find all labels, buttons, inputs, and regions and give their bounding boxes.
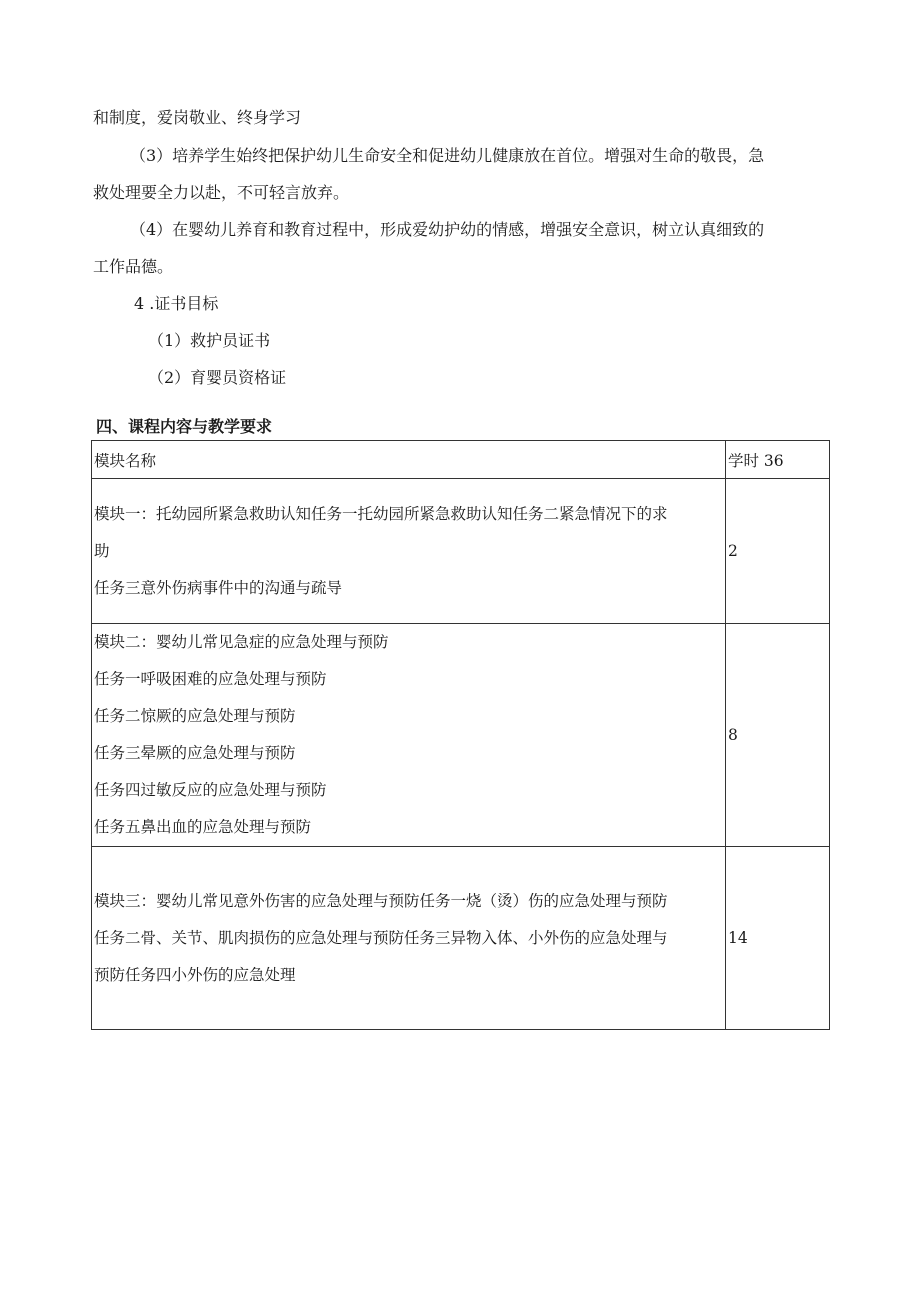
module-line: 助 <box>94 541 110 560</box>
hours-header: 学时 36 <box>726 441 830 479</box>
module-line: 任务二惊厥的应急处理与预防 <box>94 707 296 725</box>
module-cell <box>92 479 726 624</box>
module-line: 模块一：托幼园所紧急救助认知任务一托幼园所紧急救助认知任务二紧急情况下的求 <box>94 504 668 523</box>
paragraph-continuation: 和制度，爱岗敬业、终身学习 <box>93 108 302 127</box>
module-name-header: 模块名称 <box>92 441 726 479</box>
objective-4-line-2: 工作品德。 <box>93 257 174 276</box>
module-lines <box>94 883 723 994</box>
table-row <box>92 847 830 1030</box>
module-cell <box>92 847 726 1030</box>
objective-4-line-1: （4）在婴幼儿养育和教育过程中，形成爱幼护幼的情感，增强安全意识，树立认真细致的 <box>130 220 765 239</box>
hours-cell: 2 <box>726 479 830 624</box>
module-line: 任务四过敏反应的应急处理与预防 <box>94 781 327 799</box>
module-lines <box>94 496 723 607</box>
table-row <box>92 624 830 847</box>
module-line: 任务五鼻出血的应急处理与预防 <box>94 818 312 836</box>
hours-cell: 14 <box>726 847 830 1030</box>
certificate-goals-heading: 4 .证书目标 <box>134 294 219 313</box>
module-lines <box>94 624 723 846</box>
module-line: 预防任务四小外伤的应急处理 <box>94 965 296 984</box>
module-line: 模块三：婴幼儿常见意外伤害的应急处理与预防任务一烧（烫）伤的应急处理与预防 <box>94 891 668 910</box>
objective-3-line-2: 救处理要全力以赴，不可轻言放弃。 <box>93 183 350 202</box>
module-line: 任务三意外伤病事件中的沟通与疏导 <box>94 578 343 597</box>
module-line: 任务一呼吸困难的应急处理与预防 <box>94 670 327 688</box>
certificate-item-2: （2）育婴员资格证 <box>148 368 287 387</box>
course-content-table <box>91 440 830 1030</box>
objective-3-line-1: （3）培养学生始终把保护幼儿生命安全和促进幼儿健康放在首位。增强对生命的敬畏，急 <box>130 146 765 165</box>
module-line: 任务二骨、关节、肌肉损伤的应急处理与预防任务三异物入体、小外伤的应急处理与 <box>94 928 668 947</box>
section-heading: 四、课程内容与教学要求 <box>96 417 273 436</box>
module-cell <box>92 624 726 847</box>
module-line: 任务三晕厥的应急处理与预防 <box>94 744 296 762</box>
module-line: 模块二：婴幼儿常见急症的应急处理与预防 <box>94 633 389 651</box>
hours-cell: 8 <box>726 624 830 847</box>
table-row <box>92 479 830 624</box>
table-header-row <box>92 441 830 479</box>
certificate-item-1: （1）救护员证书 <box>148 331 271 350</box>
